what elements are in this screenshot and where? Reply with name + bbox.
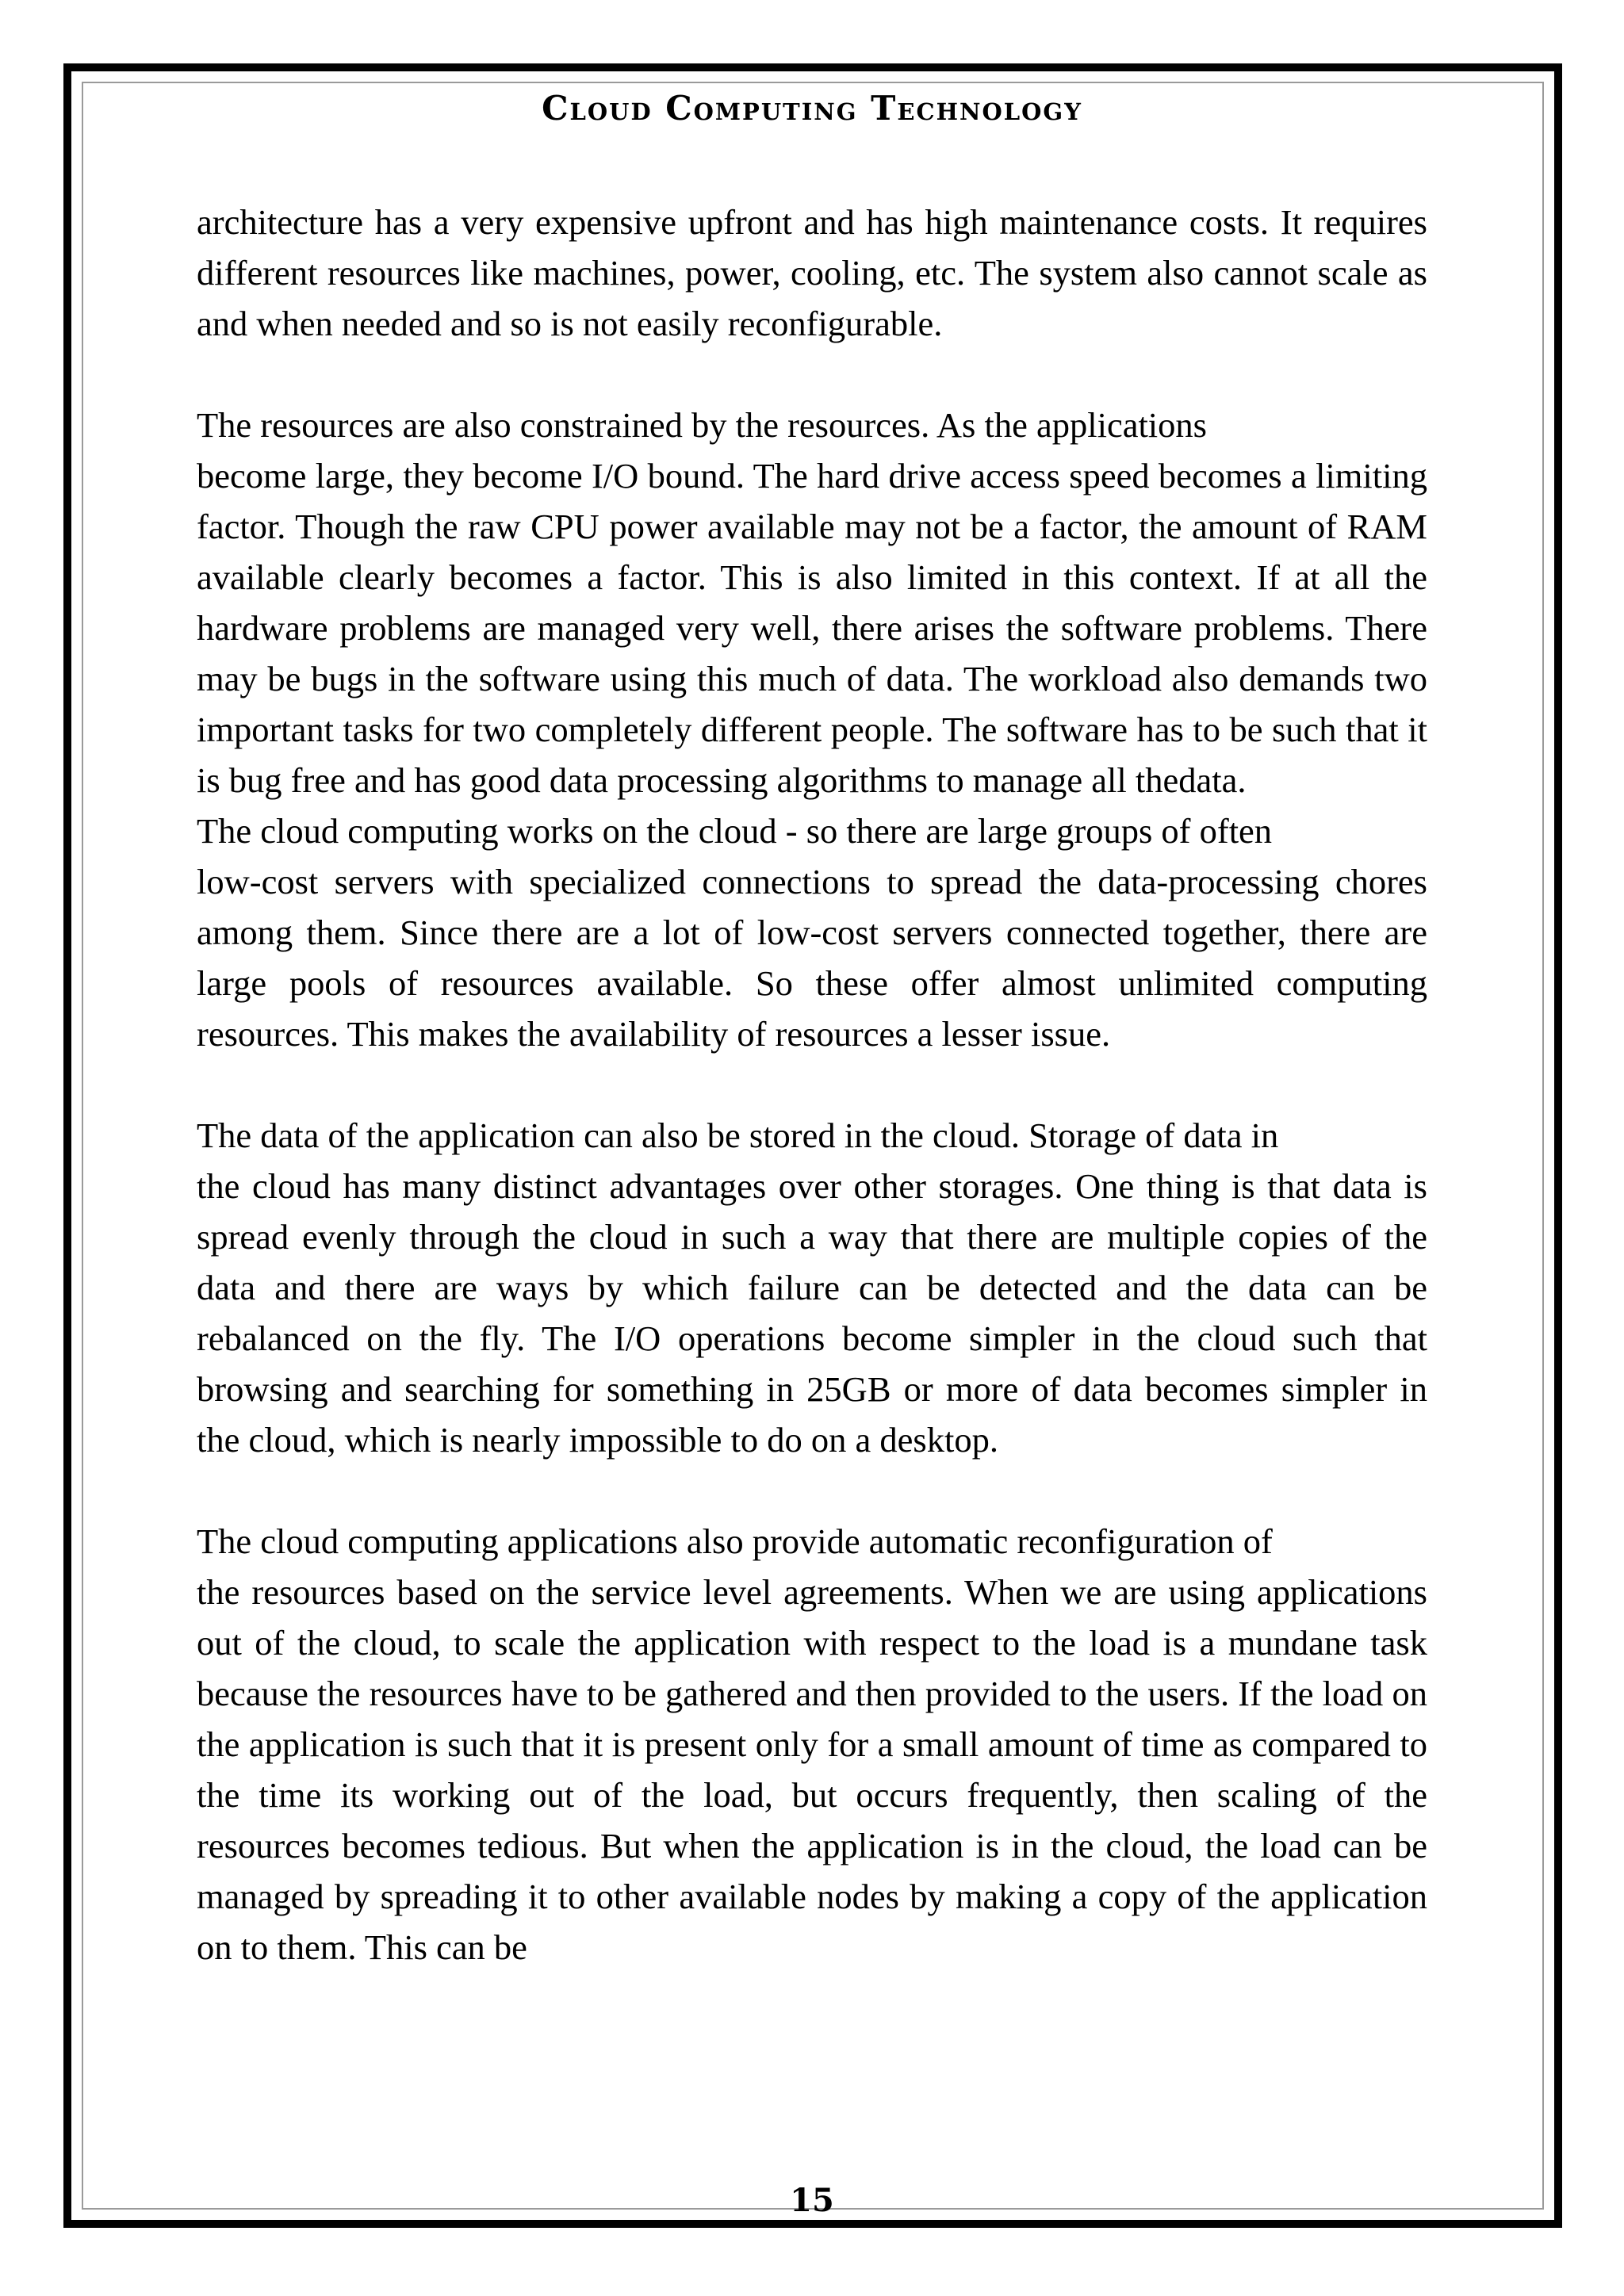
paragraph-2-text: become large, they become I/O bound. The hard drive access speed becomes a limiting factor. Though the raw CPU power available may not be a factor, the amount of RAM available clearly becomes a factor. This is also limited in this context. If at all the hardware problems are managed very well, there arises the software problems. There may be bugs in the software using this much of data. The workload also demands two important tasks for two completely different people. The software has to be such that it is bug free and has good data processing algorithms to manage all thedata. <box>197 456 1427 800</box>
paragraph-2 <box>197 400 1427 806</box>
paragraph-4-lead: The data of the application can also be stored in the cloud. Storage of data in <box>197 1115 1279 1155</box>
body-text <box>197 197 1427 1973</box>
paragraph-1-text: architecture has a very expensive upfront and has high maintenance costs. It requires different resources like machines, power, cooling, etc. The system also cannot scale as and when needed and so is not easily reconfigurable. <box>197 202 1427 343</box>
paragraph-4 <box>197 1110 1427 1465</box>
paragraph-5-text: the resources based on the service level agreements. When we are using applications out of the cloud, to scale the application with respect to the load is a mundane task because the resources have to be gathered and then provided to the users. If the load on the application is such that it is present only for a small amount of time as compared to the time its working out of the load, but occurs frequently, then scaling of the resources becomes tedious. But when the application is in the cloud, the load can be managed by spreading it to other available nodes by making a copy of the application on to them. This can be <box>197 1572 1427 1967</box>
paragraph-5 <box>197 1516 1427 1973</box>
paragraph-1 <box>197 197 1427 349</box>
running-header: Cloud Computing Technology <box>542 89 1082 128</box>
paragraph-5-lead: The cloud computing applications also provide automatic reconfiguration of <box>197 1521 1273 1561</box>
paragraph-4-text: the cloud has many distinct advantages over other storages. One thing is that data is spread evenly through the cloud in such a way that there are multiple copies of the data and there are ways by which failure can be detected and the data can be rebalanced on the fly. The I/O operations become simpler in the cloud such that browsing and searching for something in 25GB or more of data becomes simpler in the cloud, which is nearly impossible to do on a desktop. <box>197 1166 1427 1460</box>
paragraph-3-lead: The cloud computing works on the cloud - so there are large groups of often <box>197 811 1273 851</box>
paragraph-3-text: low-cost servers with specialized connections to spread the data-processing chores among them. Since there are a lot of low-cost servers connected together, there are large pools of resources available. So these offer almost unlimited computing resources. This makes the availability of resources a lesser issue. <box>197 862 1427 1054</box>
paragraph-3 <box>197 806 1427 1059</box>
page-number: 15 <box>790 2182 834 2219</box>
paragraph-2-lead: The resources are also constrained by the resources. As the applications <box>197 405 1207 445</box>
